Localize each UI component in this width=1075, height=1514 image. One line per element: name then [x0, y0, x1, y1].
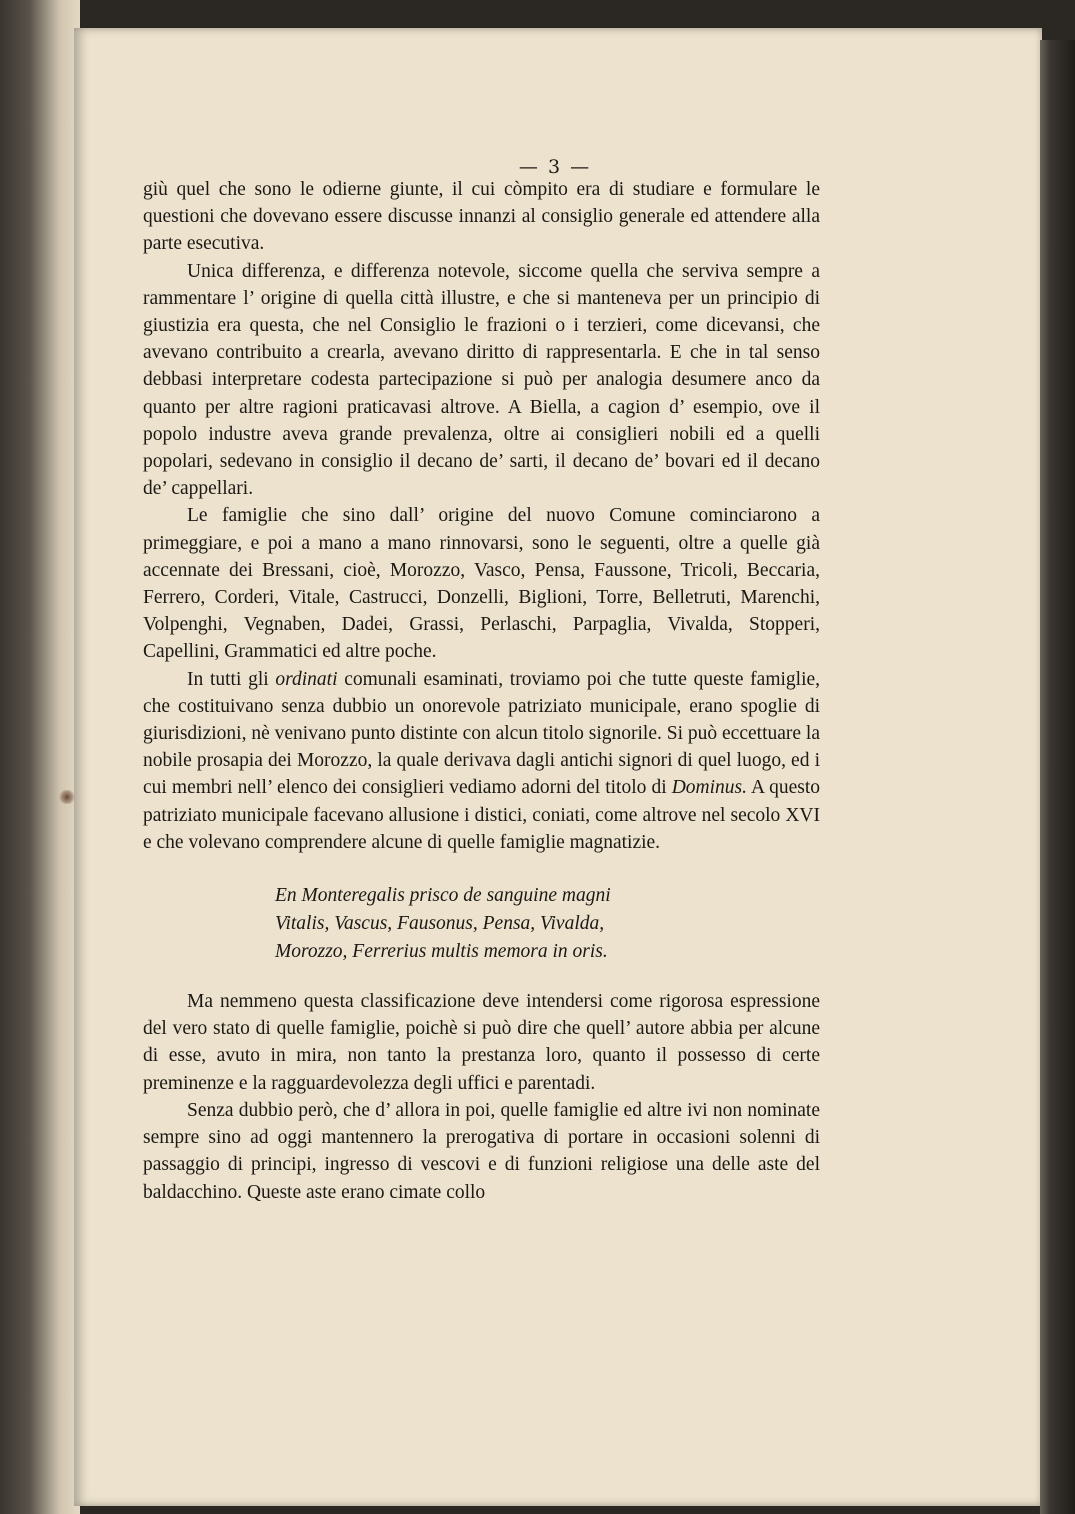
verse-line-2: Vitalis, Vascus, Fausonus, Pensa, Vivalda, [275, 913, 605, 935]
book-cover-edge [0, 0, 80, 1514]
verse-line-3: Morozzo, Ferrerius multis memora in oris. [275, 941, 608, 963]
italic-ordinati: ordinati [275, 668, 338, 690]
page-stack-edge [1040, 40, 1075, 1514]
latin-distich [143, 882, 820, 966]
paragraph-6: Senza dubbio però, che d’ allora in poi, quelle famiglie ed altre ivi non nominate sempre sino ad oggi mantennero la prerogativa di portare in occasioni solenni di passaggio di principi, ingresso di vescovi e di funzioni religiose una delle aste del baldacchino. Queste aste erano cimate collo [143, 1099, 820, 1203]
paragraph-3: Le famiglie che sino dall’ origine del nuovo Comune cominciarono a primeggiare, e poi a mano a mano rinnovarsi, sono le seguenti, oltre a quelle già accennate dei Bressani, cioè, Morozzo, Vasco, Pensa, Faussone, Tricoli, Beccaria, Ferrero, Corderi, Vitale, Castrucci, Donzelli, Biglioni, Torre, Belletruti, Marenchi, Volpenghi, Vegnaben, Dadei, Grassi, Perlaschi, Parpaglia, Vivalda, Stopperi, Capellini, Grammatici ed altre poche. [143, 505, 820, 663]
paragraph-4-start: In tutti gli [187, 668, 269, 690]
italic-dominus: Dominus. [671, 777, 747, 799]
paragraph-2: Unica differenza, e differenza notevole, siccome quella che serviva sempre a rammentare l’ origine di quella città illustre, e che si manteneva per un principio di giustizia era questa, che nel Consiglio le frazioni o i terzieri, come dicevansi, che avevano contribuito a crearla, avevano diritto di rappresentarla. E che in tal senso debbasi interpretare codesta partecipazione si può per analogia desumere anco da quanto per altre ragioni praticavasi altrove. A Biella, a cagion d’ esempio, ove il popolo industre aveva grande prevalenza, oltre ai consiglieri nobili ed a quelli popolari, sedevano in consiglio il decano de’ sarti, il decano de’ bovari ed il decano de’ cappellari. [143, 260, 820, 500]
page-number: — 3 — [518, 156, 592, 178]
verse-line-1: En Monteregalis prisco de sanguine magni [275, 885, 611, 907]
paragraph-4-middle: comunali esaminati, troviamo poi che tutte queste famiglie, che costituivano senza dubbio un onorevole patriziato municipale, erano spoglie di giurisdizioni, nè venivano punto distinte con alcun titolo signorile. Si può eccettuare la nobile prosapia dei Morozzo, la quale derivava dagli antichi signori di quel luogo, ed i cui membri nell’ elenco dei consiglieri vediamo adorni del titolo di [143, 668, 821, 799]
paragraph-1: giù quel che sono le odierne giunte, il cui còmpito era di studiare e formulare le questioni che dovevano essere discusse innanzi al consiglio generale ed attendere alla parte esecutiva. [143, 179, 820, 255]
paragraph-5: Ma nemmeno questa classificazione deve intendersi come rigorosa espressione del vero stato di quelle famiglie, poichè si può dire che quell’ autore abbia per alcune di esse, avuto in mira, non tanto la prestanza loro, quanto il possesso di certe preminenze e la ragguardevolezza degli uffici e parentadi. [143, 991, 820, 1094]
paragraph-4 [143, 666, 820, 856]
page-text [143, 176, 820, 1206]
paper-stain [58, 790, 76, 804]
paragraph-4-end: A questo patriziato municipale facevano allusione i distici, coniati, come altrove nel secolo XVI e che volevano comprendere alcune di quelle famiglie magnatizie. [143, 777, 820, 853]
